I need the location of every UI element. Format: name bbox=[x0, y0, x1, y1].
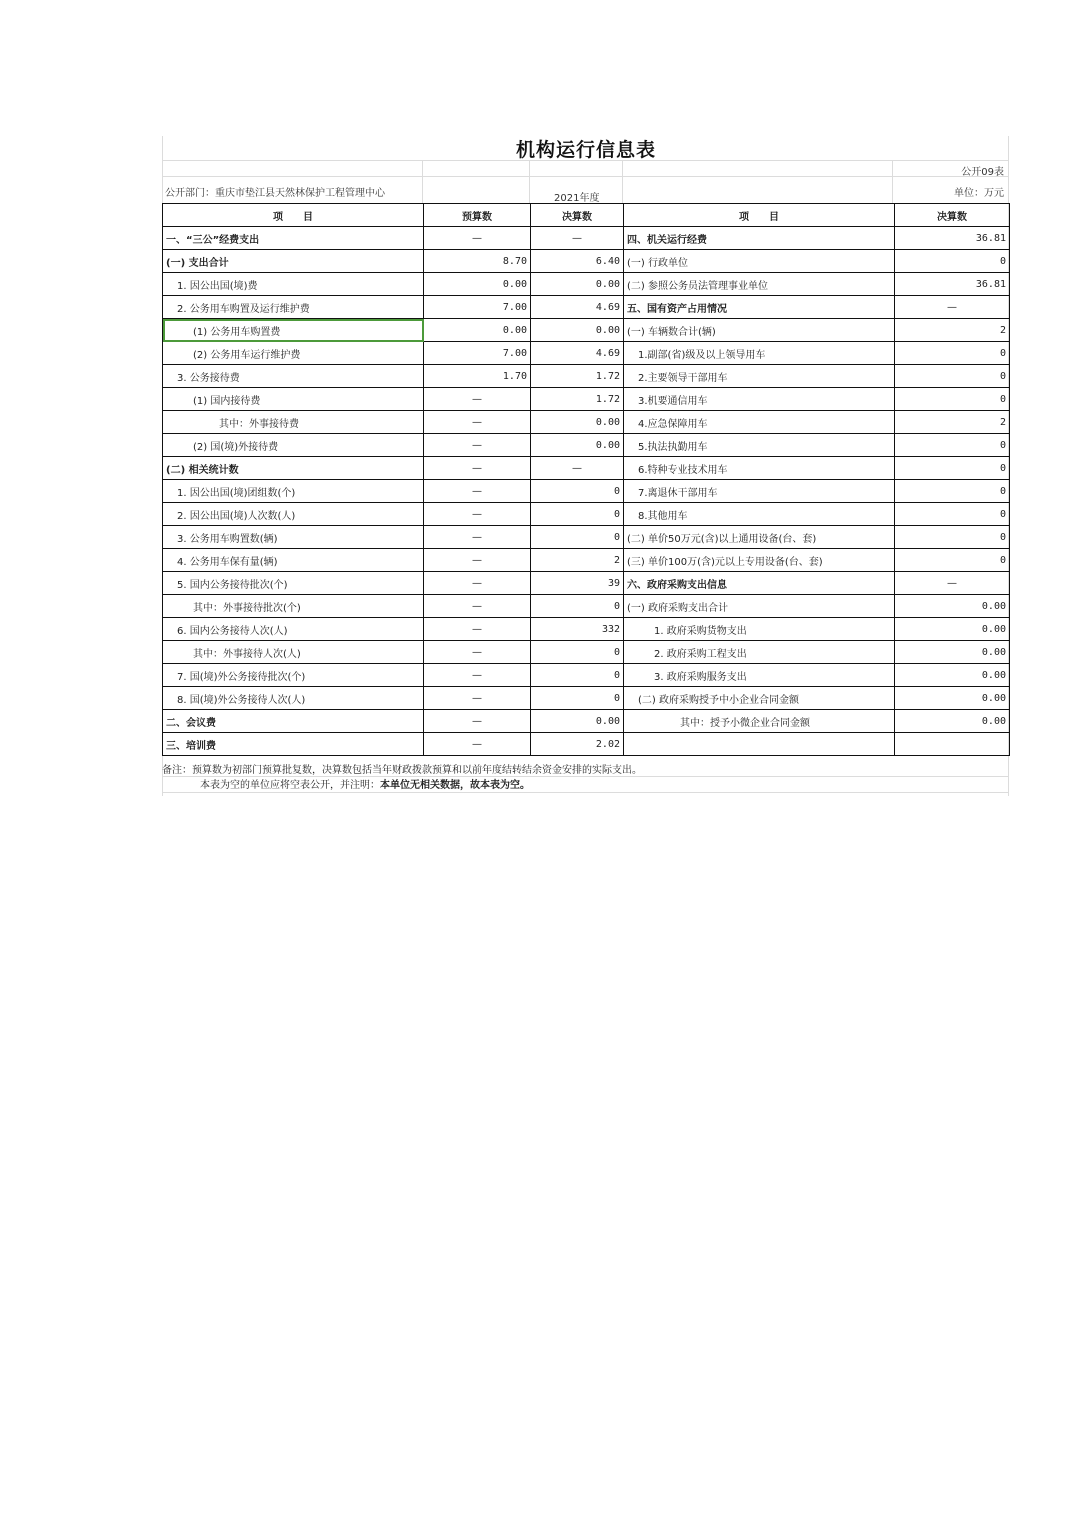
row-item-left: 其中：外事接待人次(人) bbox=[163, 641, 424, 664]
table-row bbox=[163, 273, 1010, 296]
note-line-2 bbox=[162, 778, 1008, 793]
row-item-left[interactable]: (1) 公务用车购置费 bbox=[163, 319, 424, 342]
row-final-left: 1.72 bbox=[531, 365, 624, 388]
row-item-left: 7. 国(境)外公务接待批次(个) bbox=[163, 664, 424, 687]
table-row bbox=[163, 388, 1010, 411]
row-final-left: 0 bbox=[531, 595, 624, 618]
row-budget: — bbox=[424, 687, 531, 710]
gridline bbox=[529, 160, 530, 203]
row-final-right: 0.00 bbox=[895, 618, 1010, 641]
table-row bbox=[163, 572, 1010, 595]
row-item-left: (一) 支出合计 bbox=[163, 250, 424, 273]
row-budget: — bbox=[424, 733, 531, 756]
page-title: 机构运行信息表 bbox=[515, 139, 656, 161]
row-budget: — bbox=[424, 388, 531, 411]
row-final-right: 0.00 bbox=[895, 664, 1010, 687]
row-budget: — bbox=[424, 641, 531, 664]
department-label: 公开部门：重庆市垫江县天然林保护工程管理中心 bbox=[165, 188, 385, 199]
notes bbox=[162, 763, 1008, 793]
header-final-left: 决算数 bbox=[531, 204, 624, 227]
row-item-left: 1. 因公出国(境)团组数(个) bbox=[163, 480, 424, 503]
table-row bbox=[163, 595, 1010, 618]
row-final-right: 0 bbox=[895, 388, 1010, 411]
info-table bbox=[162, 203, 1010, 756]
row-final-left: 2 bbox=[531, 549, 624, 572]
row-final-left: — bbox=[531, 227, 624, 250]
row-item-left: (二) 相关统计数 bbox=[163, 457, 424, 480]
row-final-right: 0 bbox=[895, 365, 1010, 388]
row-item-right: 其中：授予小微企业合同金额 bbox=[624, 710, 895, 733]
row-item-right: 3. 政府采购服务支出 bbox=[624, 664, 895, 687]
row-item-right: (一) 车辆数合计(辆) bbox=[624, 319, 895, 342]
row-final-left: 4.69 bbox=[531, 296, 624, 319]
row-final-right: — bbox=[895, 572, 1010, 595]
fiscal-year: 2021年度 bbox=[554, 193, 600, 204]
note-line-2-text: 本表为空的单位应将空表公开，并注明： bbox=[200, 780, 380, 791]
table-row bbox=[163, 434, 1010, 457]
form-number: 公开09表 bbox=[961, 167, 1004, 178]
row-item-right: 6.特种专业技术用车 bbox=[624, 457, 895, 480]
row-final-left: 0.00 bbox=[531, 434, 624, 457]
row-final-right: — bbox=[895, 296, 1010, 319]
row-final-left: 0 bbox=[531, 641, 624, 664]
row-item-left: 3. 公务接待费 bbox=[163, 365, 424, 388]
row-item-left: 三、培训费 bbox=[163, 733, 424, 756]
row-final-left: 6.40 bbox=[531, 250, 624, 273]
row-final-left: 0.00 bbox=[531, 273, 624, 296]
row-budget: 0.00 bbox=[424, 273, 531, 296]
row-budget: — bbox=[424, 434, 531, 457]
row-final-right: 0 bbox=[895, 503, 1010, 526]
row-final-left: 0.00 bbox=[531, 710, 624, 733]
row-item-right: 六、政府采购支出信息 bbox=[624, 572, 895, 595]
table-row bbox=[163, 296, 1010, 319]
row-budget: — bbox=[424, 411, 531, 434]
row-budget: 0.00 bbox=[424, 319, 531, 342]
gridline bbox=[892, 160, 893, 203]
row-item-right: 7.离退休干部用车 bbox=[624, 480, 895, 503]
row-item-right: 四、机关运行经费 bbox=[624, 227, 895, 250]
row-item-left: 5. 国内公务接待批次(个) bbox=[163, 572, 424, 595]
row-budget: — bbox=[424, 503, 531, 526]
row-item-left: 6. 国内公务接待人次(人) bbox=[163, 618, 424, 641]
row-item-right: (二) 参照公务员法管理事业单位 bbox=[624, 273, 895, 296]
table-row bbox=[163, 503, 1010, 526]
table-row bbox=[163, 480, 1010, 503]
row-final-right: 2 bbox=[895, 319, 1010, 342]
table-row bbox=[163, 549, 1010, 572]
note-line-1: 备注：预算数为初部门预算批复数，决算数包括当年财政拨款预算和以前年度结转结余资金安排的实际支出。 bbox=[162, 765, 642, 776]
row-final-right: 0.00 bbox=[895, 641, 1010, 664]
table-row bbox=[163, 250, 1010, 273]
row-item-left: 2. 因公出国(境)人次数(人) bbox=[163, 503, 424, 526]
table-row bbox=[163, 710, 1010, 733]
row-item-left: 1. 因公出国(境)费 bbox=[163, 273, 424, 296]
row-item-left: 其中：外事接待批次(个) bbox=[163, 595, 424, 618]
row-item-right: (一) 行政单位 bbox=[624, 250, 895, 273]
row-item-left: 其中：外事接待费 bbox=[163, 411, 424, 434]
unit-label: 单位：万元 bbox=[954, 188, 1004, 199]
row-final-right: 2 bbox=[895, 411, 1010, 434]
row-final-left: 0 bbox=[531, 687, 624, 710]
row-item-right bbox=[624, 733, 895, 756]
row-item-right: 2.主要领导干部用车 bbox=[624, 365, 895, 388]
row-final-left: 0.00 bbox=[531, 411, 624, 434]
row-budget: — bbox=[424, 664, 531, 687]
table-row bbox=[163, 319, 1010, 342]
row-final-left: 0.00 bbox=[531, 319, 624, 342]
row-item-left: (1) 国内接待费 bbox=[163, 388, 424, 411]
row-item-left: 2. 公务用车购置及运行维护费 bbox=[163, 296, 424, 319]
row-budget: 7.00 bbox=[424, 296, 531, 319]
header-item-right: 项 目 bbox=[624, 204, 895, 227]
row-final-right: 0.00 bbox=[895, 710, 1010, 733]
row-budget: 1.70 bbox=[424, 365, 531, 388]
row-item-right: (二) 政府采购授予中小企业合同金额 bbox=[624, 687, 895, 710]
table-row bbox=[163, 365, 1010, 388]
row-budget: — bbox=[424, 710, 531, 733]
row-item-right: 1. 政府采购货物支出 bbox=[624, 618, 895, 641]
table-row bbox=[163, 618, 1010, 641]
gridline bbox=[162, 176, 1008, 177]
row-final-right: 0 bbox=[895, 549, 1010, 572]
row-final-right: 0 bbox=[895, 342, 1010, 365]
table-row bbox=[163, 227, 1010, 250]
row-final-left: 0 bbox=[531, 480, 624, 503]
row-item-left: 二、会议费 bbox=[163, 710, 424, 733]
row-final-left: 0 bbox=[531, 526, 624, 549]
row-item-right: 5.执法执勤用车 bbox=[624, 434, 895, 457]
row-final-left: 39 bbox=[531, 572, 624, 595]
table-row bbox=[163, 687, 1010, 710]
row-item-right: 4.应急保障用车 bbox=[624, 411, 895, 434]
row-item-left: (2) 国(境)外接待费 bbox=[163, 434, 424, 457]
row-budget: 7.00 bbox=[424, 342, 531, 365]
row-item-right: (二) 单价50万元(含)以上通用设备(台、套) bbox=[624, 526, 895, 549]
row-budget: — bbox=[424, 595, 531, 618]
row-final-left: 0 bbox=[531, 664, 624, 687]
gridline bbox=[422, 160, 423, 203]
row-budget: — bbox=[424, 227, 531, 250]
row-item-right: (一) 政府采购支出合计 bbox=[624, 595, 895, 618]
row-item-right: 1.副部(省)级及以上领导用车 bbox=[624, 342, 895, 365]
row-budget: — bbox=[424, 480, 531, 503]
row-item-right: 2. 政府采购工程支出 bbox=[624, 641, 895, 664]
row-final-left: — bbox=[531, 457, 624, 480]
table-row bbox=[163, 664, 1010, 687]
row-item-left: 一、“三公”经费支出 bbox=[163, 227, 424, 250]
table-row bbox=[163, 526, 1010, 549]
table-row bbox=[163, 411, 1010, 434]
row-budget: — bbox=[424, 526, 531, 549]
row-final-right: 0.00 bbox=[895, 595, 1010, 618]
row-budget: — bbox=[424, 572, 531, 595]
row-budget: — bbox=[424, 457, 531, 480]
header-final-right: 决算数 bbox=[895, 204, 1010, 227]
row-item-left: 3. 公务用车购置数(辆) bbox=[163, 526, 424, 549]
row-final-right bbox=[895, 733, 1010, 756]
table-row bbox=[163, 342, 1010, 365]
row-final-right: 0 bbox=[895, 457, 1010, 480]
row-final-left: 4.69 bbox=[531, 342, 624, 365]
table-row bbox=[163, 733, 1010, 756]
row-budget: — bbox=[424, 549, 531, 572]
row-item-left: (2) 公务用车运行维护费 bbox=[163, 342, 424, 365]
row-final-right: 36.81 bbox=[895, 273, 1010, 296]
table-row bbox=[163, 457, 1010, 480]
row-item-left: 8. 国(境)外公务接待人次(人) bbox=[163, 687, 424, 710]
row-final-right: 0 bbox=[895, 434, 1010, 457]
row-final-right: 0 bbox=[895, 526, 1010, 549]
row-final-right: 36.81 bbox=[895, 227, 1010, 250]
header-budget: 预算数 bbox=[424, 204, 531, 227]
row-final-left: 2.02 bbox=[531, 733, 624, 756]
table-row bbox=[163, 641, 1010, 664]
row-budget: — bbox=[424, 618, 531, 641]
row-final-right: 0.00 bbox=[895, 687, 1010, 710]
note-line-2-bold: 本单位无相关数据，故本表为空。 bbox=[380, 780, 530, 791]
header-item-left: 项 目 bbox=[163, 204, 424, 227]
row-item-right: 3.机要通信用车 bbox=[624, 388, 895, 411]
row-item-right: (三) 单价100万(含)元以上专用设备(台、套) bbox=[624, 549, 895, 572]
row-budget: 8.70 bbox=[424, 250, 531, 273]
row-item-left: 4. 公务用车保有量(辆) bbox=[163, 549, 424, 572]
row-final-left: 0 bbox=[531, 503, 624, 526]
row-final-left: 332 bbox=[531, 618, 624, 641]
row-final-right: 0 bbox=[895, 480, 1010, 503]
gridline bbox=[622, 160, 623, 203]
row-item-right: 五、国有资产占用情况 bbox=[624, 296, 895, 319]
row-item-right: 8.其他用车 bbox=[624, 503, 895, 526]
row-final-left: 1.72 bbox=[531, 388, 624, 411]
row-final-right: 0 bbox=[895, 250, 1010, 273]
table-header-row bbox=[163, 204, 1010, 227]
